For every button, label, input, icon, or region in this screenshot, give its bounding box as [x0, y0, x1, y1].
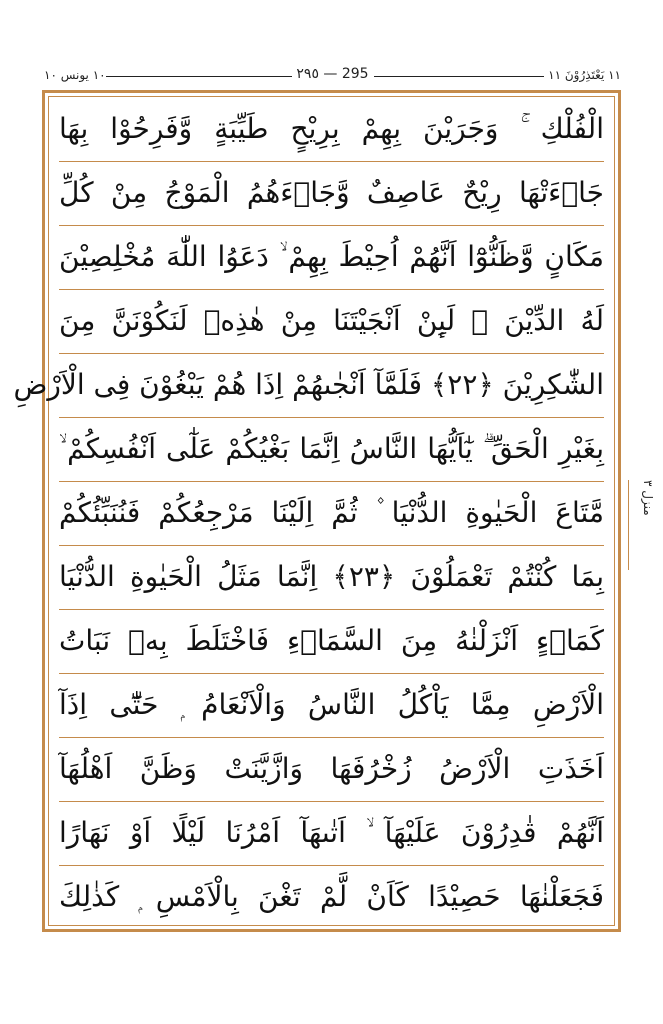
text-line-11: اَخَذَتِ الْاَرْضُ زُخْرُفَهَا وَازَّيَّنَتْ وَظَنَّ اَهْلُهَآ	[59, 737, 604, 802]
text-line-7: مَّتَاعَ الْحَيٰوةِ الدُّنْيَا ۫ ثُمَّ اِلَيْنَا مَرْجِعُكُمْ فَنُنَبِّئُكُمْ	[59, 481, 604, 546]
manzil-marker: منزل ٣	[628, 480, 655, 570]
text-line-8: بِمَا كُنْتُمْ تَعْمَلُوْنَ ﴿٢٣﴾ اِنَّمَا مَثَلُ الْحَيٰوةِ الدُّنْيَا	[59, 545, 604, 610]
page-number: ٢٩٥ — 295	[44, 66, 621, 82]
text-line-1: الْفُلْكِ ۚ وَجَرَيْنَ بِهِمْ بِرِيْحٍ طَيِّبَةٍ وَّفَرِحُوْا بِهَا	[59, 97, 604, 162]
text-line-6: بِغَيْرِ الْحَقِّ ۗ يٰٓاَيُّهَا النَّاسُ اِنَّمَا بَغْيُكُمْ عَلٰٓى اَنْفُسِكُمْ ۙ	[59, 417, 604, 482]
juz-name: ١١ يَعْتَذِرُوْنَ ١١	[548, 68, 621, 82]
text-line-2: جَاۤءَتْهَا رِيْحٌ عَاصِفٌ وَّجَاۤءَهُمُ الْمَوْجُ مِنْ كُلِّ	[59, 161, 604, 226]
page-frame-inner	[13, 96, 615, 926]
text-line-5: الشّٰكِرِيْنَ ﴿٢٢﴾ فَلَمَّآ اَنْجٰىهُمْ اِذَا هُمْ يَبْغُوْنَ فِى الْاَرْضِ	[59, 353, 604, 418]
text-line-12: اَنَّهُمْ قٰدِرُوْنَ عَلَيْهَآ ۙ اَتٰىهَآ اَمْرُنَا لَيْلًا اَوْ نَهَارًا	[59, 801, 604, 866]
text-line-9: كَمَاۤءٍ اَنْزَلْنٰهُ مِنَ السَّمَاۤءِ فَاخْتَلَطَ بِهٖ نَبَاتُ	[59, 609, 604, 674]
text-line-13: فَجَعَلْنٰهَا حَصِيْدًا كَاَنْ لَّمْ تَغْنَ بِالْاَمْسِ ۭ كَذٰلِكَ	[59, 880, 604, 913]
surah-name: ١٠ يونس ١٠	[44, 68, 106, 82]
page-frame	[13, 90, 621, 932]
text-line-3: مَكَانٍ وَّظَنُّوْٓا اَنَّهُمْ اُحِيْطَ بِهِمْ ۙ دَعَوُا اللّٰهَ مُخْلِصِيْنَ	[59, 225, 604, 290]
text-line-10: الْاَرْضِ مِمَّا يَاْكُلُ النَّاسُ وَالْاَنْعَامُ ۭ حَتّٰٓى اِذَآ	[59, 673, 604, 738]
text-line-4: لَهُ الدِّيْنَ ۚ لَىِٕنْ اَنْجَيْتَنَا مِنْ هٰذِهٖ لَنَكُوْنَنَّ مِنَ	[59, 289, 604, 354]
page-header	[44, 66, 621, 86]
